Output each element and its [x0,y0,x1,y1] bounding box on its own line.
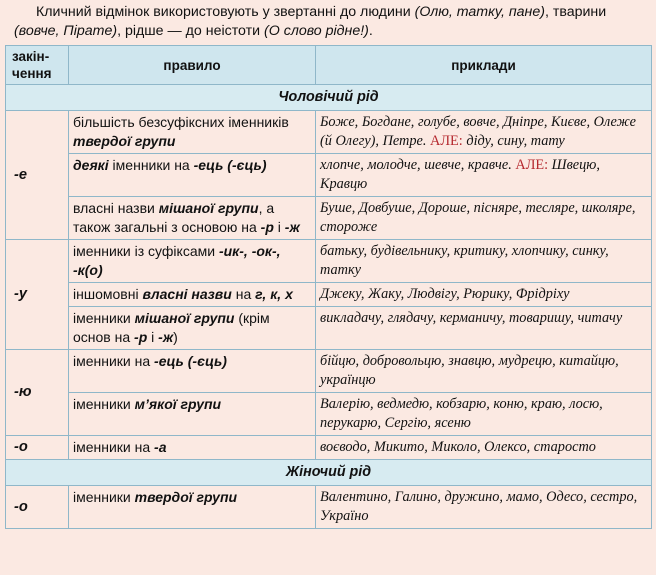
table-row [6,350,652,393]
table-row [6,154,652,197]
intro-text: , тварини [544,4,607,20]
ending-cell: -о [6,486,69,529]
header-examples: приклади [316,46,652,85]
section-feminine: Жіночий рід [6,460,652,486]
table-row [6,307,652,350]
ending-cell: -е [6,111,69,240]
rule-text: іменники [73,396,135,412]
rule-emphasis: -ець (-єць) [154,353,227,369]
examples-cell [316,154,652,197]
examples-cell: Буше, Довбуше, Дороше, пісняре, тесляре, школяре, стороже [316,197,652,240]
rule-emphasis: -ж [158,329,174,345]
table-row [6,197,652,240]
intro-text: , рідше — до неістоти [117,23,261,39]
rule-emphasis: -р [260,219,274,235]
rule-text: , а також загальні з основою на [73,200,275,235]
examples-text: Швецю, Кравцю [320,157,600,192]
but-label: АЛЕ: [515,157,549,173]
rule-emphasis: -ець (-єць) [193,157,267,173]
header-rule: правило [69,46,316,85]
rule-emphasis: -р [134,329,148,345]
examples-text: діду, сину, тату [462,133,565,149]
rule-text: і [273,219,285,235]
intro-example: (Олю, татку, пане) [414,4,545,20]
rule-text: іменники [73,310,135,326]
rule-cell [69,307,316,350]
rule-text: іншомовні [73,286,143,302]
examples-cell: батьку, будівельнику, критику, хлопчику, синку, татку [316,240,652,283]
examples-cell: викладачу, глядачу, керманичу, товаришу, читачу [316,307,652,350]
rule-text: більшість безсуфіксних іменників [73,114,289,130]
rule-cell [69,111,316,154]
rule-text: на [231,286,256,302]
table-row [6,111,652,154]
rule-cell [69,350,316,393]
examples-cell: воєводо, Микито, Миколо, Олексо, старосто [316,436,652,460]
rule-emphasis: -а [154,439,167,455]
ending-cell: -у [6,240,69,350]
section-row [6,460,652,486]
table-header-row [6,46,652,85]
rule-text: (крім основ на [73,310,270,345]
rule-cell [69,154,316,197]
table-row [6,393,652,436]
table-row [6,486,652,529]
rule-emphasis: твердої групи [73,133,176,149]
ending-cell: -о [6,436,69,460]
rule-emphasis: -ж [284,219,300,235]
rule-text: і [147,329,159,345]
table-row [6,240,652,283]
examples-cell: Валентино, Галино, дружино, мамо, Одесо, сестро, Україно [316,486,652,529]
intro-example: (вовче, Пірате) [14,23,118,39]
but-label: АЛЕ: [430,133,463,149]
rule-emphasis: м’якої групи [134,396,222,412]
examples-cell [316,111,652,154]
rule-cell [69,283,316,307]
section-row [6,85,652,111]
rule-emphasis: власні назви [142,286,232,302]
rule-text: ) [173,329,178,345]
table-row [6,436,652,460]
rule-text: іменники із суфіксами [73,243,219,259]
rule-cell [69,240,316,283]
intro-text: . [368,23,373,39]
rule-text: іменники на [108,157,194,173]
examples-cell: Валерію, ведмедю, кобзарю, коню, краю, лосю, перукарю, Сергію, ясеню [316,393,652,436]
intro-text: Кличний відмінок використовують у звертанні до людини [36,4,411,20]
rule-text: власні назви [73,200,159,216]
section-masculine: Чоловічий рід [6,85,652,111]
examples-text: Боже, Богдане, голубе, вовче, Дніпре, Києве, Олеже (й Олегу), Петре. [320,114,636,149]
ending-cell: -ю [6,350,69,436]
rule-text: іменники [73,489,135,505]
rule-cell [69,197,316,240]
intro-example: (О слово рідне!) [264,23,369,39]
rule-emphasis: деякі [73,157,109,173]
examples-text: хлопче, молодче, шевче, кравче. [320,157,516,173]
table-row [6,283,652,307]
rule-emphasis: твердої групи [134,489,238,505]
vocative-endings-table [5,45,652,529]
examples-cell: бійцю, добровольцю, знавцю, мудрецю, китайцю, українцю [316,350,652,393]
rule-emphasis: мішаної групи [158,200,259,216]
intro-paragraph [0,0,656,44]
header-ending: закін-чення [6,46,69,85]
rule-cell [69,486,316,529]
rule-emphasis: -ик-, -ок-, -к(о) [73,243,281,278]
rule-cell [69,436,316,460]
rule-emphasis: г, к, х [255,286,293,302]
rule-text: іменники на [73,439,155,455]
rule-text: іменники на [73,353,155,369]
examples-cell: Джеку, Жаку, Людвігу, Рюрику, Фрідріху [316,283,652,307]
rule-emphasis: мішаної групи [134,310,235,326]
rule-cell [69,393,316,436]
